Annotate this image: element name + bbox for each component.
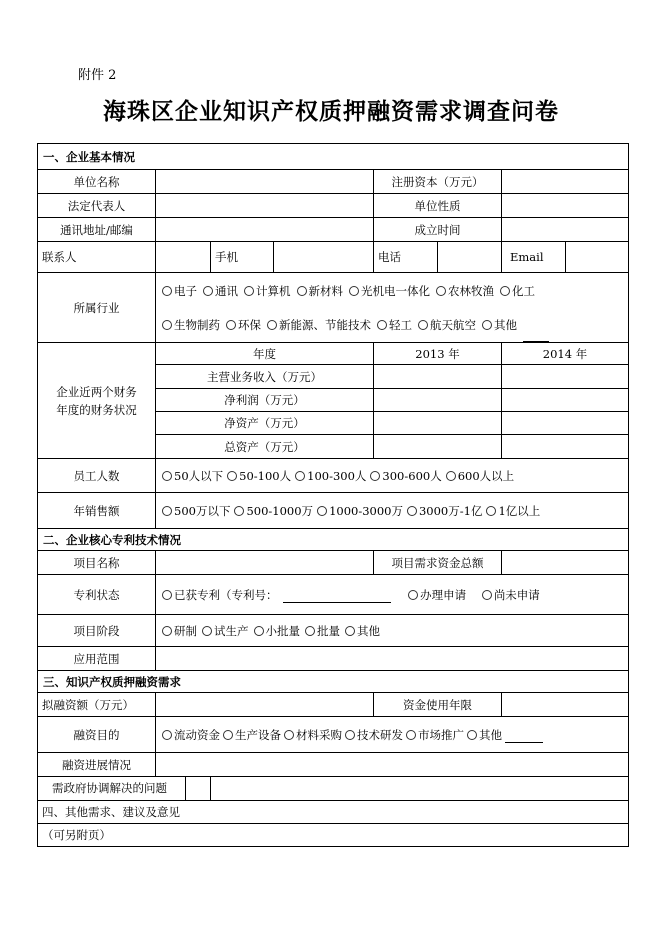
radio-option[interactable]: [295, 468, 366, 484]
section-1-title: 一、企业基本情况: [38, 144, 629, 170]
radio-option[interactable]: [226, 308, 261, 342]
purpose-options: [162, 727, 624, 743]
radio-icon: [202, 626, 212, 636]
radio-option-text: 100-300人: [307, 468, 367, 483]
radio-icon: [227, 471, 237, 481]
radio-option[interactable]: [227, 468, 291, 484]
radio-option-text: 航天航空: [430, 317, 476, 332]
radio-icon: [234, 506, 244, 516]
radio-option[interactable]: [482, 308, 517, 342]
year-2014: 2014 年: [502, 343, 629, 365]
phone-field[interactable]: [438, 242, 502, 273]
application-field[interactable]: [156, 647, 629, 671]
finance-row-label: 净资产（万元）: [156, 412, 374, 435]
finance-cell[interactable]: [374, 365, 502, 389]
radio-option[interactable]: [162, 468, 223, 484]
radio-option-text: 500-1000万: [246, 503, 314, 518]
amount-label: 拟融资额（万元）: [38, 693, 156, 717]
radio-option-text: 化工: [512, 283, 535, 298]
patent-number-field[interactable]: [283, 602, 391, 603]
radio-option-text: 轻工: [389, 317, 412, 332]
radio-icon: [482, 590, 492, 600]
patent-obtained-option[interactable]: [162, 587, 278, 603]
mobile-label: 手机: [211, 242, 274, 273]
patent-obtained-text: 已获专利（专利号：: [174, 587, 278, 602]
radio-icon: [407, 506, 417, 516]
stage-label: 项目阶段: [38, 615, 156, 647]
radio-option[interactable]: [267, 308, 371, 342]
radio-icon: [345, 626, 355, 636]
radio-icon: [436, 286, 446, 296]
radio-option-text: 通讯: [215, 283, 238, 298]
project-name-field[interactable]: [156, 551, 374, 575]
radio-icon: [244, 286, 254, 296]
radio-option-text: 生物制药: [174, 317, 220, 332]
radio-icon: [162, 730, 172, 740]
total-funding-label: 项目需求资金总额: [374, 551, 502, 575]
section-2-title: 二、企业核心专利技术情况: [38, 529, 629, 551]
radio-icon: [482, 320, 492, 330]
radio-option-text: 计算机: [256, 283, 291, 298]
radio-icon: [349, 286, 359, 296]
registered-capital-label: 注册资本（万元）: [374, 170, 502, 194]
radio-option[interactable]: [297, 274, 344, 308]
project-name-label: 项目名称: [38, 551, 156, 575]
radio-option-text: 其他: [479, 727, 502, 742]
contact-label: 联系人: [38, 242, 156, 273]
page-title: 海珠区企业知识产权质押融资需求调查问卷: [103, 98, 559, 125]
radio-option[interactable]: [234, 503, 313, 519]
radio-option-text: 其他: [357, 623, 380, 638]
mobile-field[interactable]: [274, 242, 374, 273]
years-label: 资金使用年限: [374, 693, 502, 717]
radio-option-text: 材料采购: [296, 727, 342, 742]
year-header: 年度: [156, 343, 374, 365]
unit-nature-field[interactable]: [502, 194, 629, 218]
radio-option[interactable]: [162, 308, 220, 342]
employees-options: [162, 468, 624, 484]
radio-icon: [284, 730, 294, 740]
industry-options-row1: [162, 274, 624, 308]
radio-option[interactable]: [317, 503, 403, 519]
radio-option[interactable]: [418, 308, 476, 342]
survey-table: [37, 143, 629, 847]
radio-option[interactable]: [162, 727, 220, 743]
radio-option-text: 光机电一体化: [361, 283, 430, 298]
contact-field[interactable]: [156, 242, 211, 273]
radio-icon: [345, 730, 355, 740]
section-4-title: 四、其他需求、建议及意见: [38, 801, 629, 824]
finance-label-line1: 企业近两个财务: [56, 384, 137, 399]
finance-row-label: 主营业务收入（万元）: [156, 365, 374, 389]
address-field[interactable]: [156, 218, 374, 242]
radio-option-text: 市场推广: [418, 727, 464, 742]
radio-option-text: 600人以上: [457, 468, 515, 483]
radio-option-text: 50-100人: [239, 468, 292, 483]
legal-rep-field[interactable]: [156, 194, 374, 218]
patent-status-label: 专利状态: [38, 575, 156, 615]
radio-option-text: 1亿以上: [498, 503, 541, 518]
years-field[interactable]: [502, 693, 629, 717]
patent-applying-option[interactable]: [408, 587, 466, 603]
radio-option[interactable]: [345, 623, 380, 639]
industry-options-row2: [162, 308, 624, 342]
sales-label: 年销售额: [38, 493, 156, 529]
radio-option-text: 研制: [174, 623, 197, 638]
radio-option[interactable]: [254, 623, 301, 639]
patent-not-option[interactable]: [482, 587, 540, 603]
finance-cell[interactable]: [502, 389, 629, 412]
radio-icon: [305, 626, 315, 636]
radio-icon: [500, 286, 510, 296]
coordination-field[interactable]: [211, 777, 629, 801]
radio-option[interactable]: [467, 727, 502, 743]
coordination-label: 需政府协调解决的问题: [38, 777, 186, 800]
radio-option[interactable]: [406, 727, 464, 743]
radio-icon: [317, 506, 327, 516]
legal-rep-label: 法定代表人: [38, 194, 156, 218]
unit-nature-label: 单位性质: [374, 194, 502, 218]
radio-icon: [162, 590, 172, 600]
radio-option-text: 试生产: [214, 623, 249, 638]
radio-icon: [162, 626, 172, 636]
radio-option-text: 50人以下: [174, 468, 224, 483]
radio-option-text: 1000-3000万: [329, 503, 403, 518]
radio-icon: [406, 730, 416, 740]
patent-applying-text: 办理申请: [420, 587, 467, 602]
radio-icon: [162, 286, 172, 296]
finance-label: [38, 343, 156, 459]
founded-label: 成立时间: [374, 218, 502, 242]
radio-option[interactable]: [436, 274, 494, 308]
radio-icon: [226, 320, 236, 330]
radio-option[interactable]: [284, 727, 342, 743]
radio-option[interactable]: [162, 503, 230, 519]
radio-option-text: 小批量: [265, 623, 300, 638]
radio-option[interactable]: [349, 274, 430, 308]
radio-option-text: 其他: [494, 317, 517, 332]
radio-option-text: 3000万-1亿: [418, 503, 483, 518]
industry-label: 所属行业: [38, 273, 156, 343]
address-label: 通讯地址/邮编: [38, 218, 156, 242]
radio-icon: [467, 730, 477, 740]
radio-option[interactable]: [345, 727, 403, 743]
phone-label: 电话: [374, 242, 438, 273]
radio-icon: [408, 590, 418, 600]
email-label: Email: [502, 242, 566, 272]
patent-not-text: 尚未申请: [493, 587, 540, 602]
unit-name-field[interactable]: [156, 170, 374, 194]
radio-option[interactable]: [446, 468, 514, 484]
attachment-label: 附件 2: [78, 68, 117, 83]
radio-icon: [267, 320, 277, 330]
radio-option-text: 新材料: [308, 283, 343, 298]
radio-icon: [377, 320, 387, 330]
radio-option-text: 300-600人: [382, 468, 442, 483]
founded-field[interactable]: [502, 218, 629, 242]
radio-icon: [223, 730, 233, 740]
radio-icon: [295, 471, 305, 481]
progress-label: 融资进展情况: [38, 753, 156, 777]
radio-icon: [254, 626, 264, 636]
finance-row-label: 总资产（万元）: [156, 435, 374, 459]
other-fill-field[interactable]: [523, 327, 549, 342]
finance-row-label: 净利润（万元）: [156, 389, 374, 412]
finance-label-line2: 年度的财务状况: [56, 402, 137, 417]
radio-option-text: 生产设备: [235, 727, 281, 742]
radio-icon: [446, 471, 456, 481]
radio-option-text: 流动资金: [174, 727, 220, 742]
finance-cell[interactable]: [374, 389, 502, 412]
attach-note: （可另附页）: [38, 824, 629, 847]
other-fill-field[interactable]: [505, 728, 543, 743]
radio-option[interactable]: [202, 623, 249, 639]
employees-label: 员工人数: [38, 459, 156, 493]
radio-option[interactable]: [305, 623, 340, 639]
radio-option[interactable]: [162, 623, 197, 639]
registered-capital-field[interactable]: [502, 170, 629, 194]
radio-option[interactable]: [203, 274, 238, 308]
radio-option-text: 技术研发: [357, 727, 403, 742]
radio-option[interactable]: [407, 503, 482, 519]
section-3-title: 三、知识产权质押融资需求: [38, 671, 629, 693]
radio-option-text: 批量: [317, 623, 340, 638]
radio-option-text: 新能源、节能技术: [279, 317, 371, 332]
radio-option[interactable]: [244, 274, 291, 308]
radio-icon: [203, 286, 213, 296]
radio-icon: [162, 506, 172, 516]
finance-cell[interactable]: [502, 412, 629, 435]
purpose-label: 融资目的: [38, 717, 156, 753]
finance-cell[interactable]: [502, 365, 629, 389]
radio-option-text: 农林牧渔: [448, 283, 494, 298]
radio-icon: [486, 506, 496, 516]
radio-icon: [370, 471, 380, 481]
finance-cell[interactable]: [374, 435, 502, 459]
radio-icon: [162, 320, 172, 330]
radio-icon: [418, 320, 428, 330]
radio-icon: [297, 286, 307, 296]
amount-field[interactable]: [156, 693, 374, 717]
stage-options: [162, 623, 624, 639]
unit-name-label: 单位名称: [38, 170, 156, 194]
radio-option-text: 500万以下: [174, 503, 231, 518]
radio-option-text: 环保: [238, 317, 261, 332]
radio-option-text: 电子: [174, 283, 197, 298]
radio-option[interactable]: [223, 727, 281, 743]
progress-field[interactable]: [156, 753, 629, 777]
radio-option[interactable]: [162, 274, 197, 308]
year-2013: 2013 年: [374, 343, 502, 365]
finance-cell[interactable]: [502, 435, 629, 459]
radio-option[interactable]: [370, 468, 441, 484]
finance-cell[interactable]: [374, 412, 502, 435]
total-funding-field[interactable]: [502, 551, 629, 575]
radio-option[interactable]: [500, 274, 535, 308]
sales-options: [162, 503, 624, 519]
radio-option[interactable]: [486, 503, 540, 519]
application-label: 应用范围: [38, 647, 156, 671]
radio-option[interactable]: [377, 308, 412, 342]
radio-icon: [162, 471, 172, 481]
